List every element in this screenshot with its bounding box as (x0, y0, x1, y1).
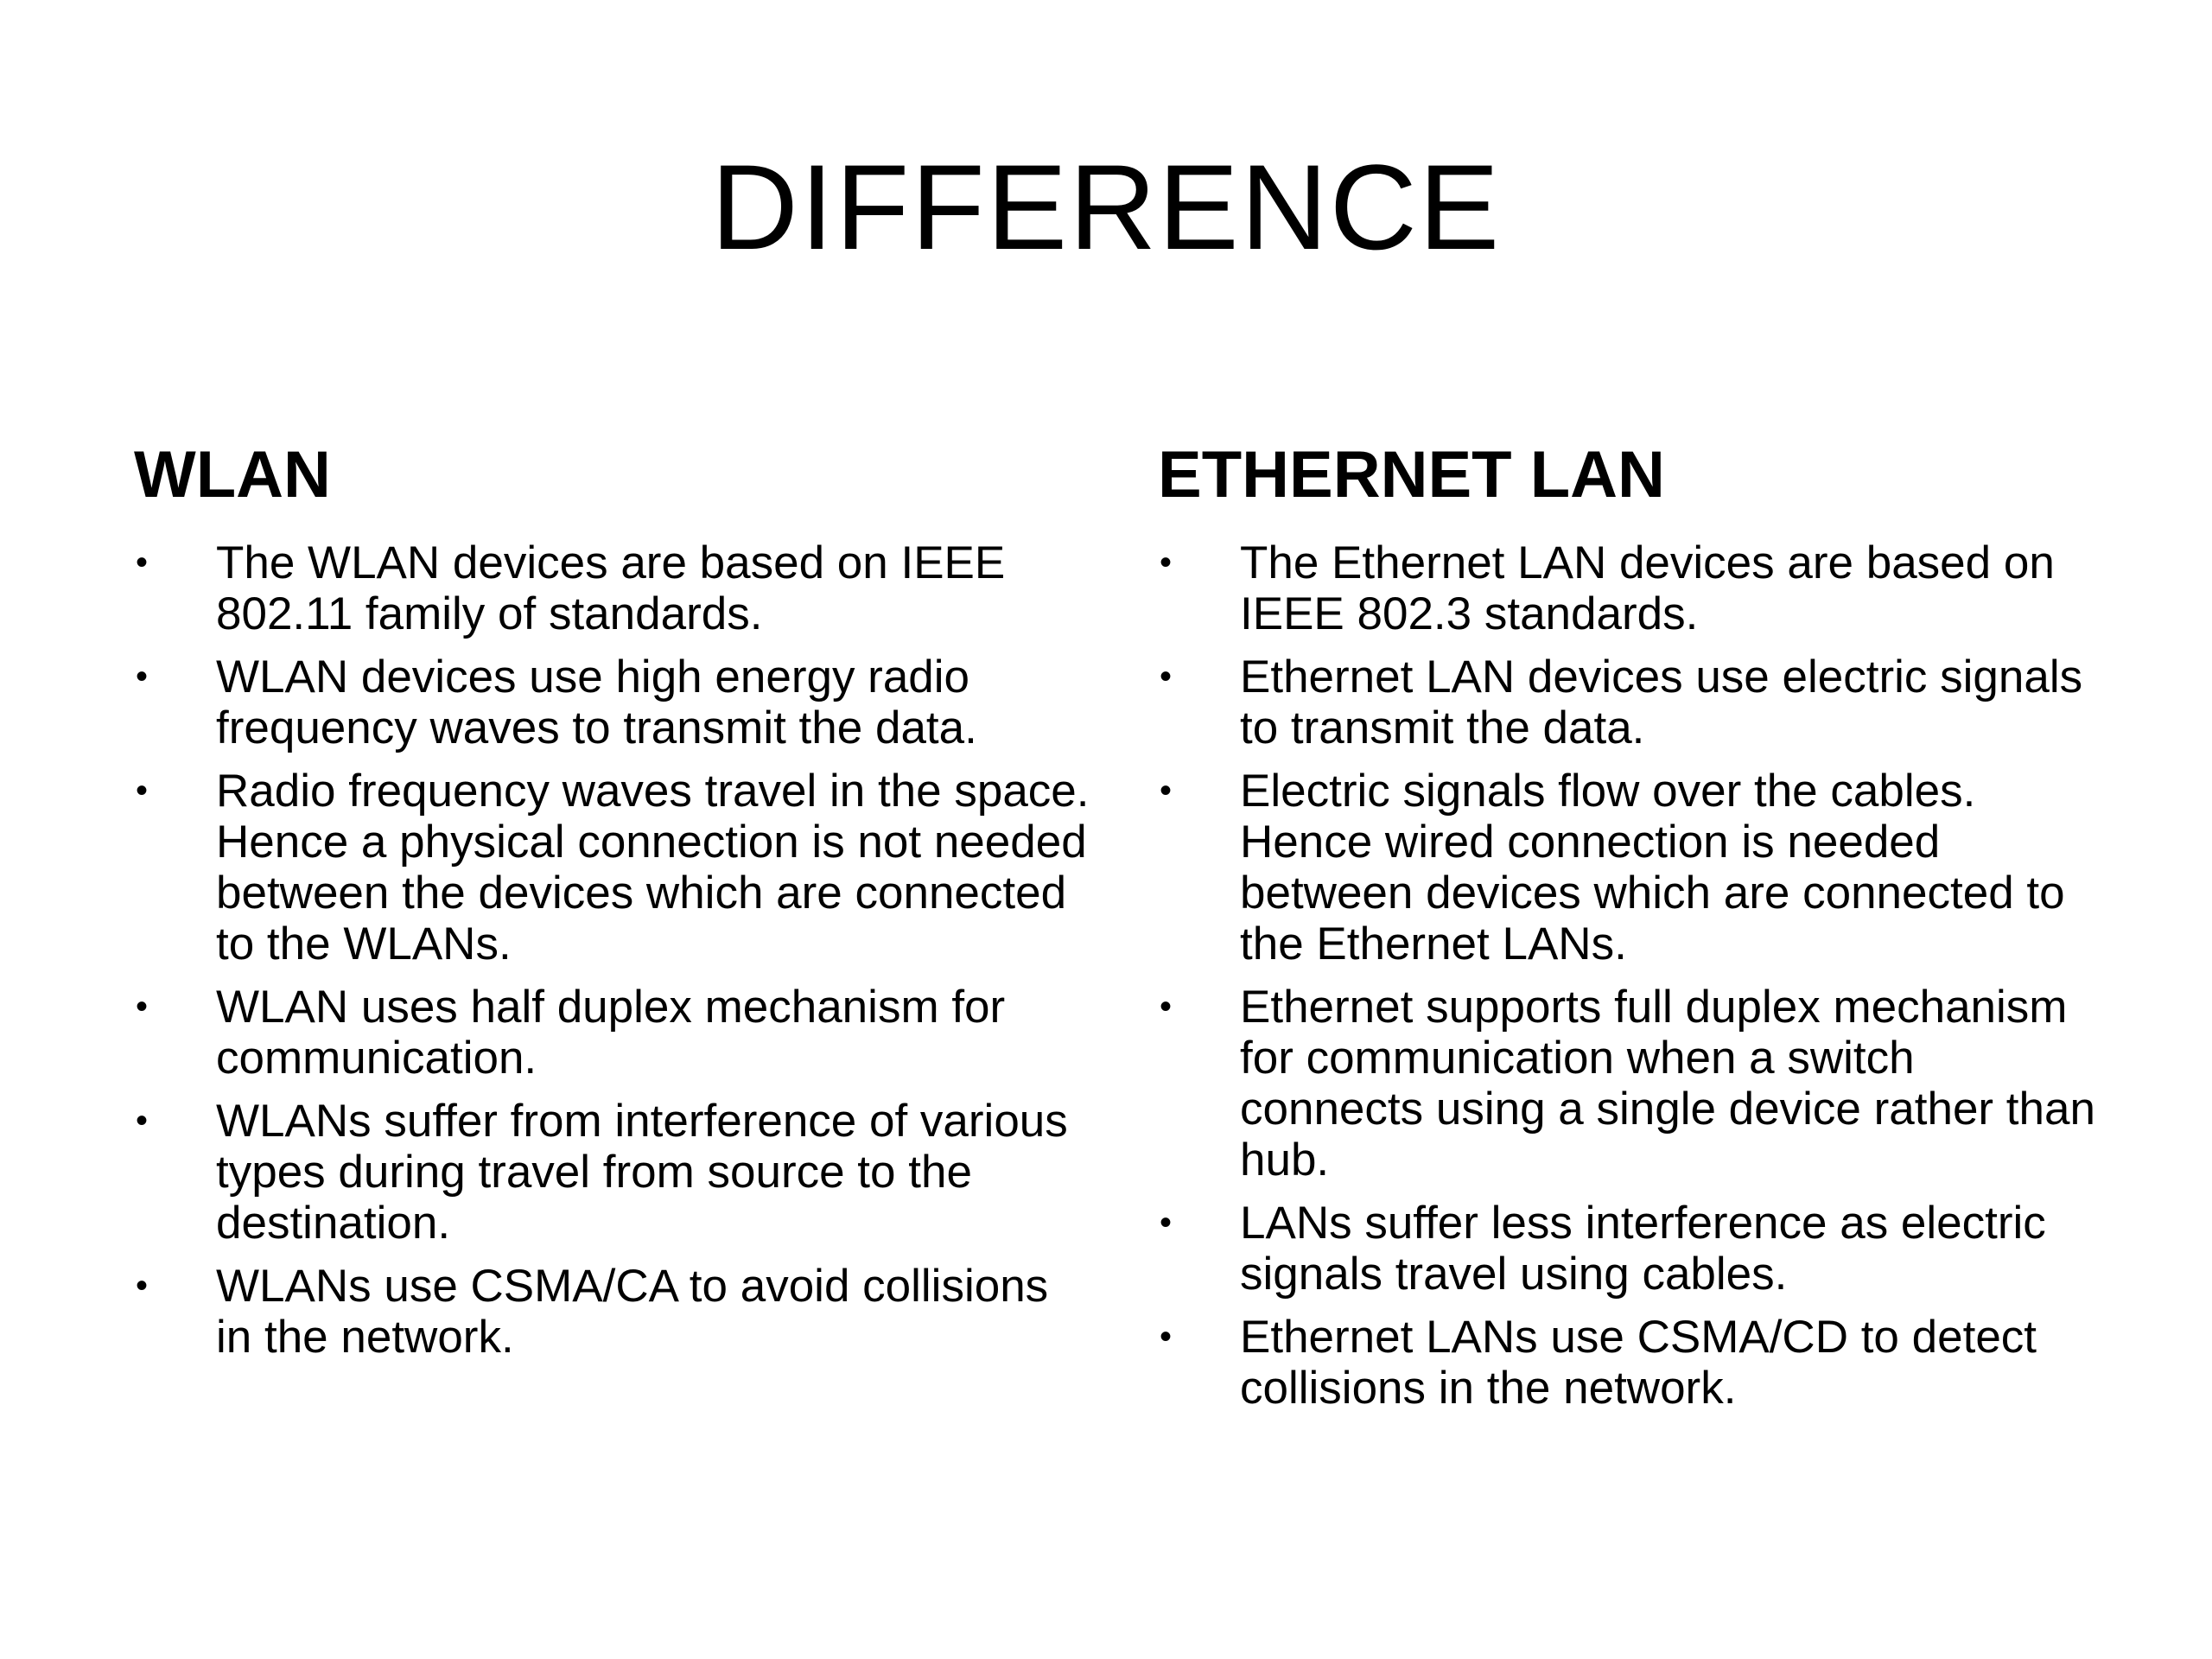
bullet-text: The Ethernet LAN devices are based on IEEE 802.3 standards. (1240, 537, 2055, 639)
ethernet-bullet (1158, 1312, 2100, 1414)
slide-title: DIFFERENCE (710, 139, 1502, 275)
bullet-text: Ethernet supports full duplex mechanism for communication when a switch connects using a single device rather than hub. (1240, 982, 2095, 1185)
wlan-bullet (134, 652, 1093, 753)
wlan-heading: WLAN (134, 438, 331, 512)
bullet-icon: • (1160, 772, 1173, 810)
bullet-icon: • (1160, 543, 1173, 582)
bullet-icon: • (136, 772, 149, 810)
ethernet-bullet (1158, 652, 2100, 753)
bullet-text: Electric signals flow over the cables. Hence wired connection is needed between devices which are connected to the Ethernet LANs. (1240, 766, 2065, 969)
bullet-text: WLAN uses half duplex mechanism for communication. (216, 982, 1006, 1084)
bullet-text: WLANs use CSMA/CA to avoid collisions in the network. (216, 1261, 1049, 1363)
bullet-text: LANs suffer less interference as electric signals travel using cables. (1240, 1198, 2046, 1300)
ethernet-lan-column (1158, 432, 2100, 1426)
bullet-icon: • (136, 543, 149, 582)
bullet-icon: • (136, 1267, 149, 1305)
bullet-icon: • (136, 1102, 149, 1140)
ethernet-lan-heading: ETHERNET LAN (1158, 438, 1665, 512)
bullet-text: WLANs suffer from interference of various types during travel from source to the destination. (216, 1096, 1068, 1249)
ethernet-bullet (1158, 1198, 2100, 1300)
wlan-bullet (134, 1096, 1093, 1249)
bullet-text: WLAN devices use high energy radio frequency waves to transmit the data. (216, 652, 977, 753)
bullet-icon: • (1160, 988, 1173, 1026)
wlan-bullet (134, 1261, 1093, 1363)
bullet-text: Ethernet LAN devices use electric signals to transmit the data. (1240, 652, 2083, 753)
bullet-text: The WLAN devices are based on IEEE 802.11 family of standards. (216, 537, 1006, 639)
bullet-icon: • (1160, 1318, 1173, 1356)
ethernet-bullet (1158, 537, 2100, 639)
wlan-bullet (134, 537, 1093, 639)
ethernet-lan-bullet-list (1158, 537, 2100, 1414)
bullet-icon: • (136, 988, 149, 1026)
bullet-icon: • (1160, 658, 1173, 696)
wlan-bullet (134, 982, 1093, 1084)
bullet-icon: • (1160, 1204, 1173, 1242)
wlan-bullet-list (134, 537, 1093, 1363)
ethernet-bullet (1158, 766, 2100, 969)
wlan-column (134, 432, 1093, 1375)
bullet-text: Ethernet LANs use CSMA/CD to detect collisions in the network. (1240, 1312, 2037, 1414)
bullet-text: Radio frequency waves travel in the space. Hence a physical connection is not needed between the devices which are connected to the WLANs. (216, 766, 1090, 969)
wlan-bullet (134, 766, 1093, 969)
bullet-icon: • (136, 658, 149, 696)
ethernet-bullet (1158, 982, 2100, 1185)
